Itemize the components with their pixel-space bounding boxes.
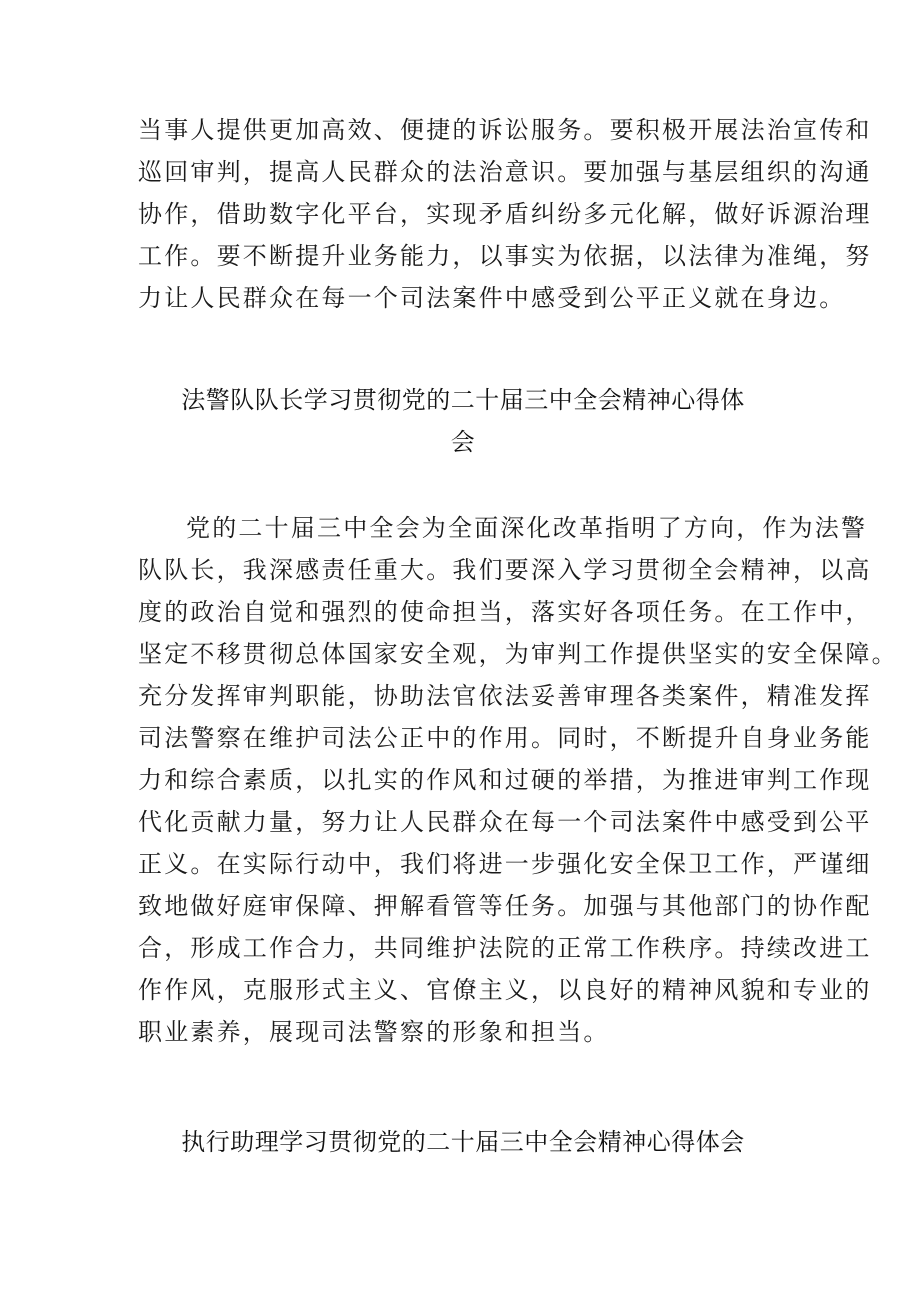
text-line: 协作，借助数字化平台，实现矛盾纠纷多元化解，做好诉源治理: [138, 200, 872, 228]
text-line: 合，形成工作合力，共同维护法院的正常工作秩序。持续改进工: [138, 934, 872, 962]
text-line: 作作风，克服形式主义、官僚主义，以良好的精神风貌和专业的: [138, 976, 872, 1004]
text-line: 正义。在实际行动中，我们将进一步强化安全保卫工作，严谨细: [138, 850, 872, 878]
heading-line: 会: [450, 428, 476, 456]
heading-line: 执行助理学习贯彻党的二十届三中全会精神心得体会: [181, 1128, 745, 1156]
text-line: 党的二十届三中全会为全面深化改革指明了方向，作为法警: [186, 514, 868, 542]
text-line: 工作。要不断提升业务能力，以事实为依据，以法律为准绳，努: [138, 242, 872, 270]
text-line: 代化贡献力量，努力让人民群众在每一个司法案件中感受到公平: [138, 808, 872, 836]
text-line: 职业素养，展现司法警察的形象和担当。: [138, 1018, 610, 1046]
heading-line: 法警队队长学习贯彻党的二十届三中全会精神心得体: [181, 386, 745, 414]
text-line: 充分发挥审判职能，协助法官依法妥善审理各类案件，精准发挥: [138, 682, 872, 710]
text-line: 巡回审判，提高人民群众的法治意识。要加强与基层组织的沟通: [138, 158, 872, 186]
text-line: 当事人提供更加高效、便捷的诉讼服务。要积极开展法治宣传和: [138, 116, 872, 144]
text-line: 力让人民群众在每一个司法案件中感受到公平正义就在身边。: [138, 284, 846, 312]
text-line: 坚定不移贯彻总体国家安全观，为审判工作提供坚实的安全保障。: [138, 640, 898, 668]
text-line: 队队长，我深感责任重大。我们要深入学习贯彻全会精神，以高: [138, 556, 872, 584]
text-line: 致地做好庭审保障、押解看管等任务。加强与其他部门的协作配: [138, 892, 872, 920]
text-line: 度的政治自觉和强烈的使命担当，落实好各项任务。在工作中，: [138, 598, 872, 626]
text-line: 司法警察在维护司法公正中的作用。同时，不断提升自身业务能: [138, 724, 872, 752]
text-line: 力和综合素质，以扎实的作风和过硬的举措，为推进审判工作现: [138, 766, 872, 794]
